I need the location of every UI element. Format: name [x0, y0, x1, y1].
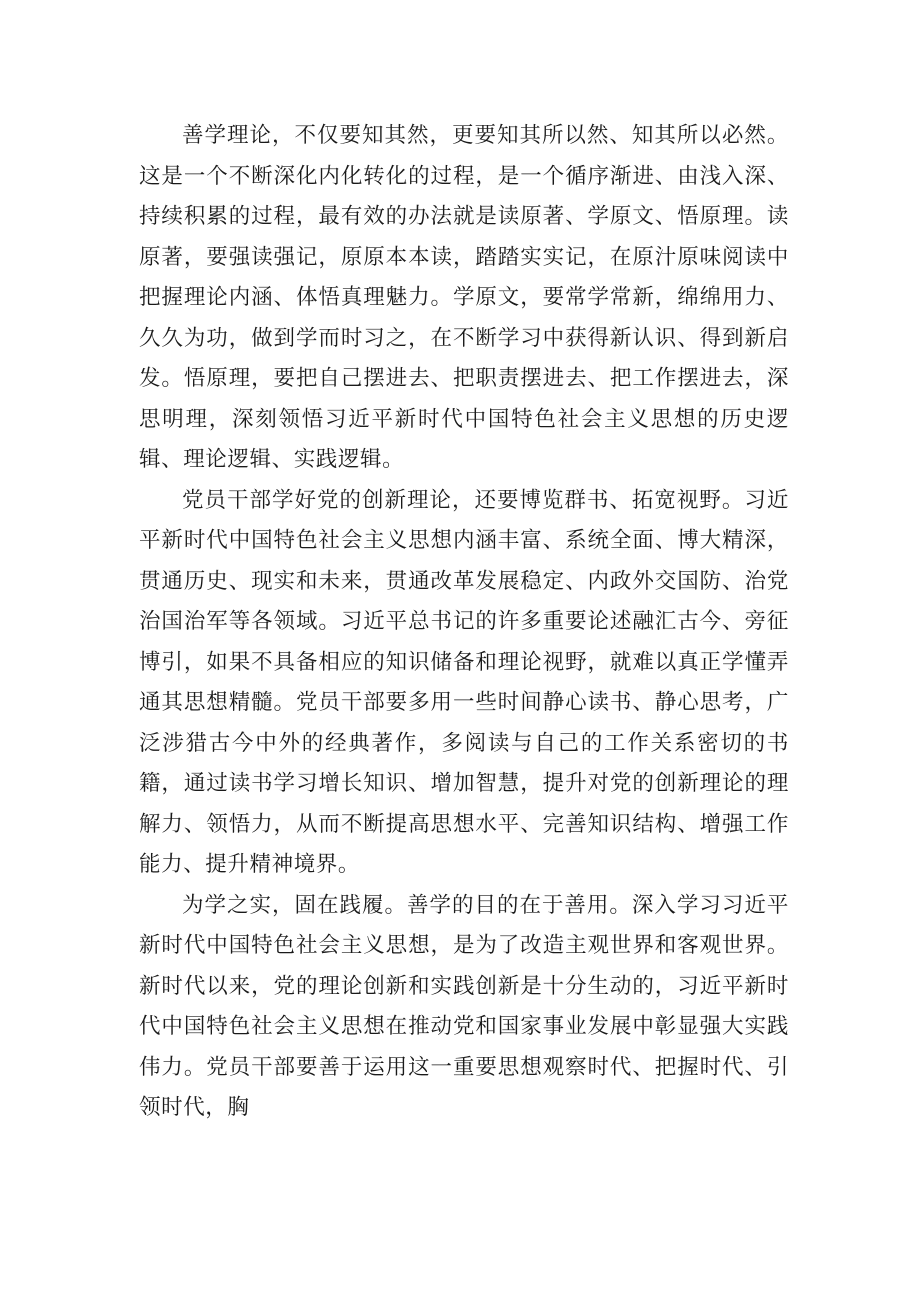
paragraph-1: 善学理论，不仅要知其然，更要知其所以然、知其所以必然。这是一个不断深化内化转化的过程，是一个循序渐进、由浅入深、持续积累的过程，最有效的办法就是读原著、学原文、悟原理。读原著，要强读强记，原原本本读，踏踏实实记，在原汁原味阅读中把握理论内涵、体悟真理魅力。学原文，要常学常新，绵绵用力、久久为功，做到学而时习之，在不断学习中获得新认识、得到新启发。悟原理，要把自己摆进去、把职责摆进去、把工作摆进去，深思明理，深刻领悟习近平新时代中国特色社会主义思想的历史逻辑、理论逻辑、实践逻辑。	[139, 123, 789, 472]
paragraph-3: 为学之实，固在践履。善学的目的在于善用。深入学习习近平新时代中国特色社会主义思想，是为了改造主观世界和客观世界。新时代以来，党的理论创新和实践创新是十分生动的，习近平新时代中国特色社会主义思想在推动党和国家事业发展中彰显强大实践伟力。党员干部要善于运用这一重要思想观察时代、把握时代、引领时代，胸	[139, 892, 789, 1120]
document-body	[139, 116, 789, 1129]
paragraph-2: 党员干部学好党的创新理论，还要博览群书、拓宽视野。习近平新时代中国特色社会主义思想内涵丰富、系统全面、博大精深，贯通历史、现实和未来，贯通改革发展稳定、内政外交国防、治党治国治军等各领域。习近平总书记的许多重要论述融汇古今、旁征博引，如果不具备相应的知识储备和理论视野，就难以真正学懂弄通其思想精髓。党员干部要多用一些时间静心读书、静心思考，广泛涉猎古今中外的经典著作，多阅读与自己的工作关系密切的书籍，通过读书学习增长知识、增加智慧，提升对党的创新理论的理解力、领悟力，从而不断提高思想水平、完善知识结构、增强工作能力、提升精神境界。	[139, 487, 789, 877]
